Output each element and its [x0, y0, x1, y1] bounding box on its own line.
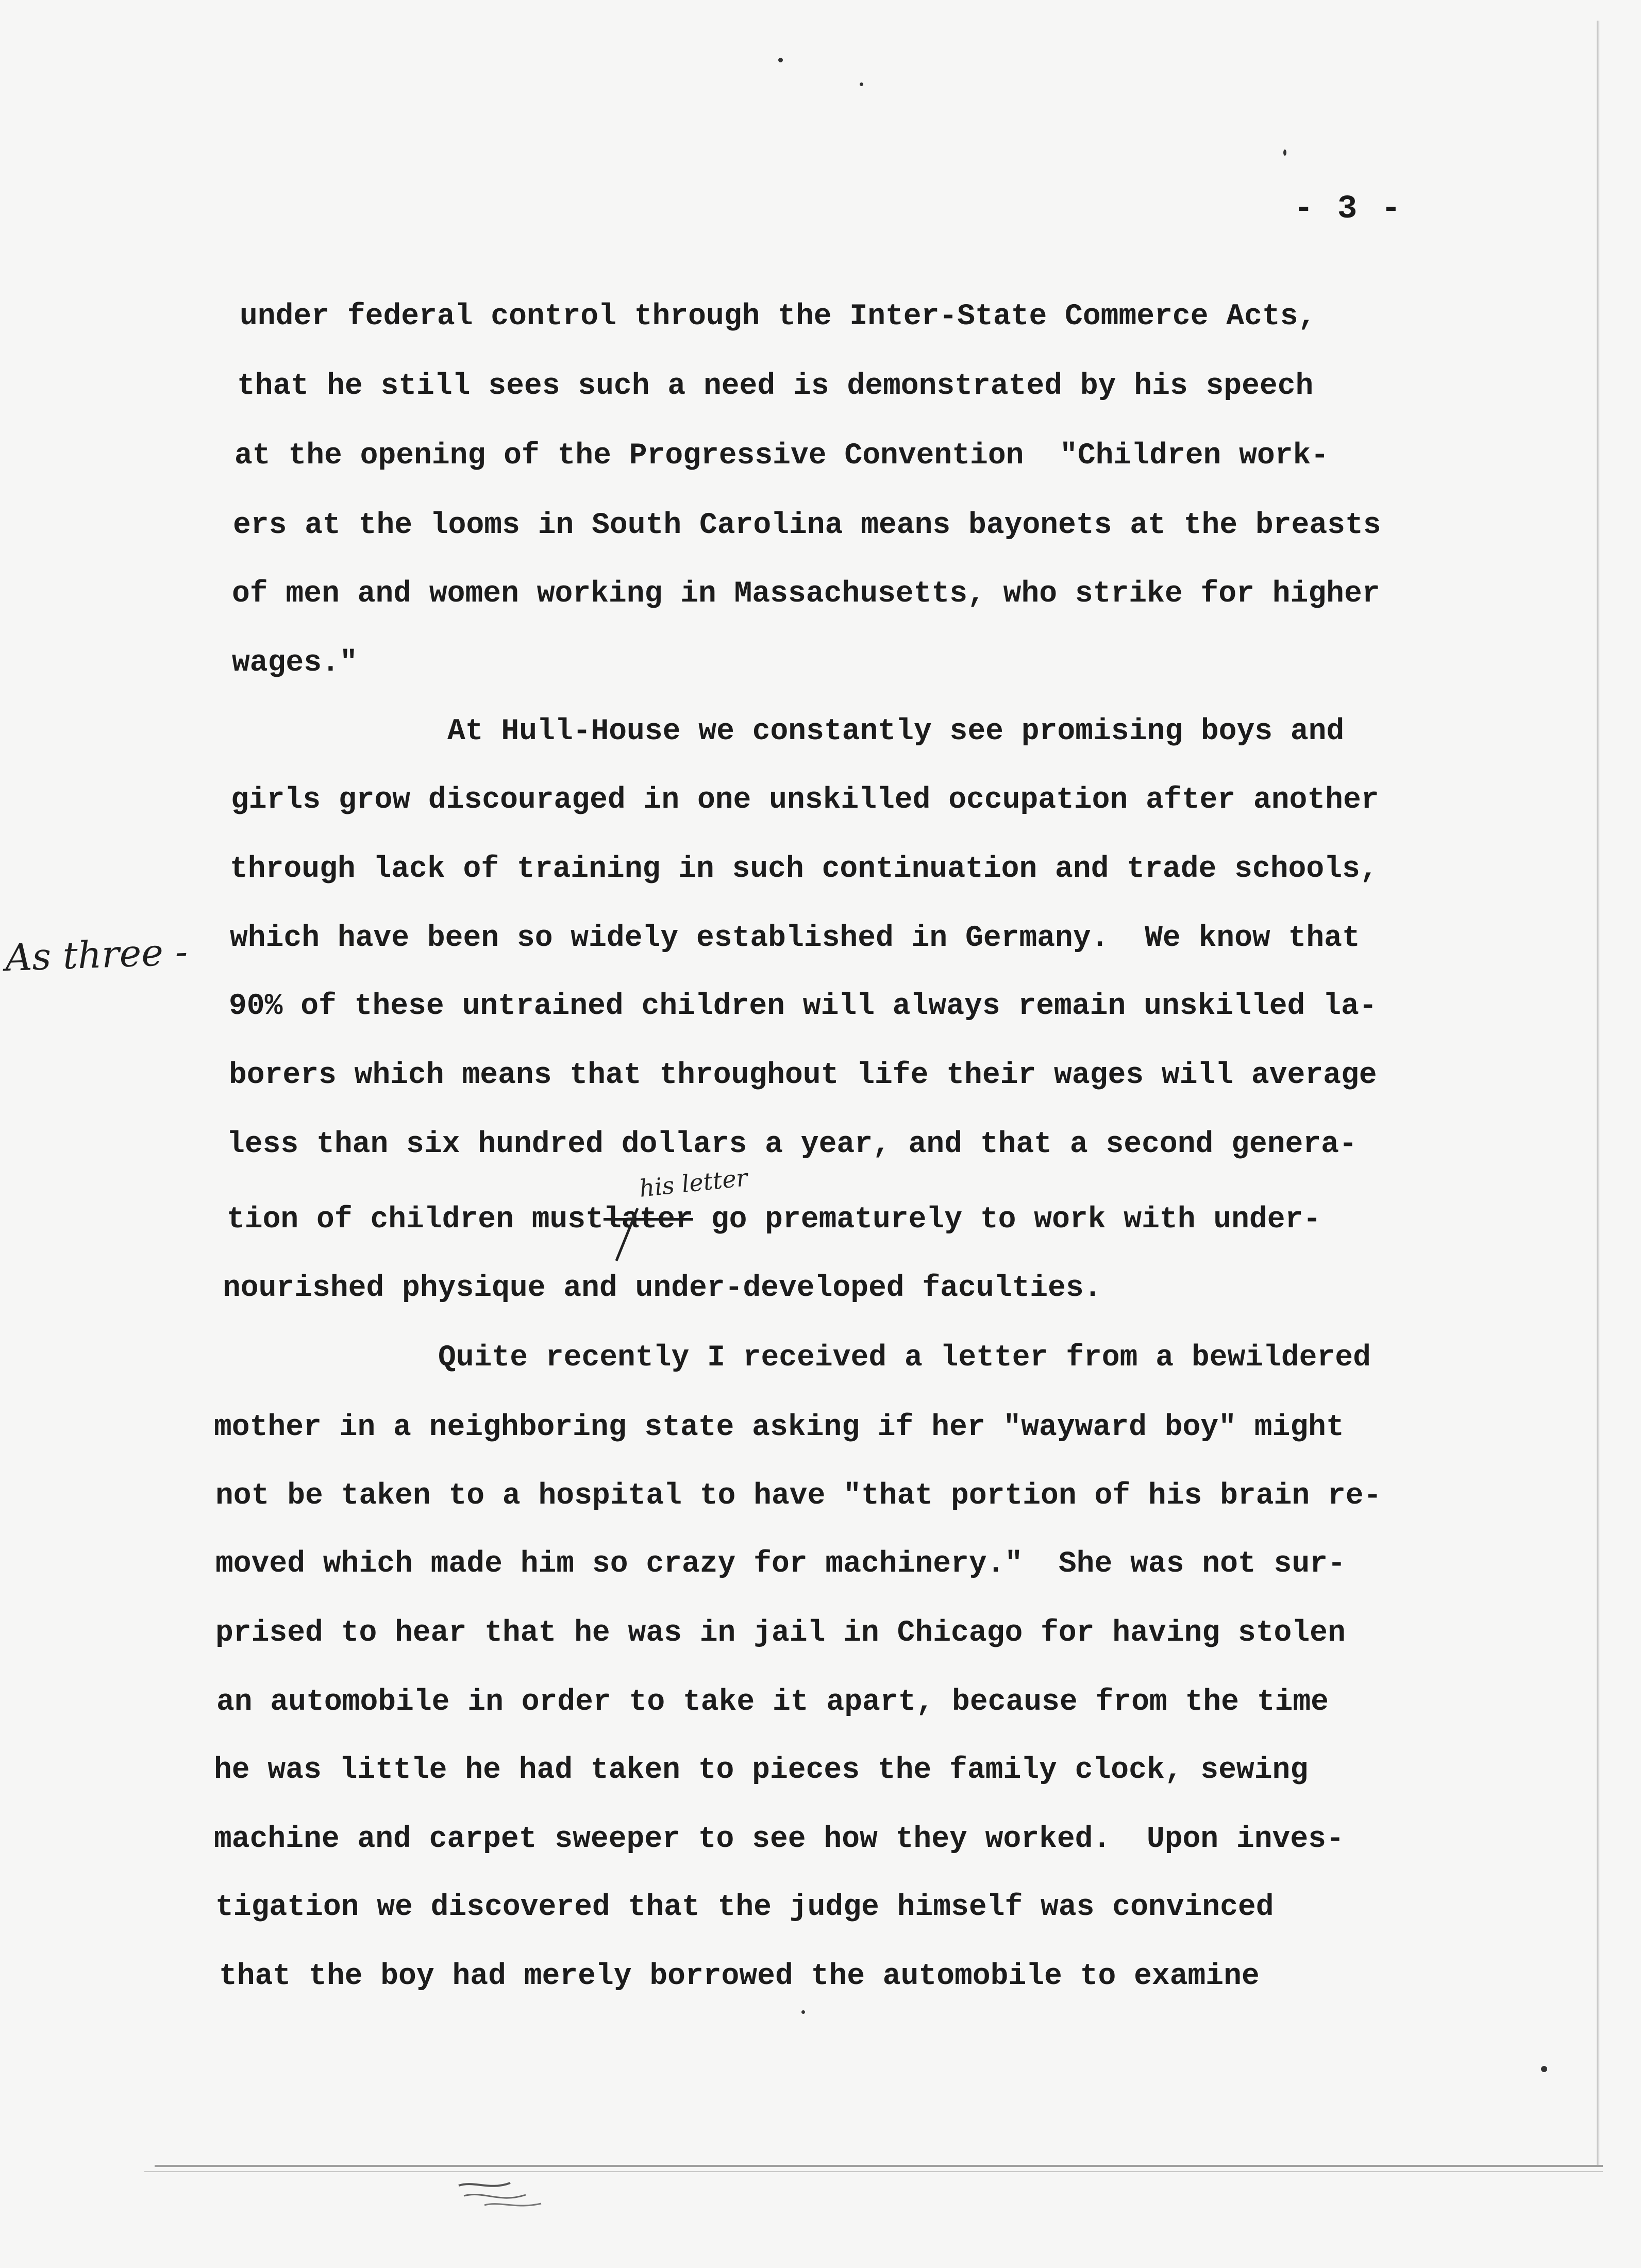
text-line-17: mother in a neighboring state asking if her "wayward boy" might — [214, 1411, 1344, 1444]
text-line-24: tigation we discovered that the judge himself was convinced — [215, 1891, 1274, 1924]
scan-edge-bottom — [155, 2165, 1603, 2167]
scan-speck — [1541, 2066, 1547, 2072]
text-line-10: which have been so widely established in Germany. We know that — [230, 922, 1360, 955]
text-line-20: prised to hear that he was in jail in Chicago for having stolen — [215, 1616, 1346, 1650]
text-line-7: At Hull-House we constantly see promising boys and — [447, 715, 1345, 748]
text-line-19: moved which made him so crazy for machinery." She was not sur- — [215, 1547, 1346, 1581]
text-line-21: an automobile in order to take it apart, because from the time — [216, 1686, 1329, 1719]
text-line-9: through lack of training in such continuation and trade schools, — [230, 853, 1378, 886]
struck-word: later — [603, 1203, 693, 1237]
text-line-25: that the boy had merely borrowed the automobile to examine — [219, 1960, 1260, 1993]
text-line-14 — [227, 1202, 1321, 1238]
text-line-18: not be taken to a hospital to have "that portion of his brain re- — [215, 1479, 1382, 1513]
text-line-5: of men and women working in Massachusetts, who strike for higher — [232, 577, 1380, 611]
text-line-22: he was little he had taken to pieces the family clock, sewing — [214, 1754, 1309, 1787]
handwritten-insertion: his letter — [638, 1163, 749, 1203]
text-line-1: under federal control through the Inter-State Commerce Acts, — [240, 300, 1316, 333]
text-line-8: girls grow discouraged in one unskilled occupation after another — [231, 783, 1379, 817]
scan-speck — [801, 2010, 805, 2014]
text-line-2: that he still sees such a need is demonstrated by his speech — [237, 370, 1314, 403]
scan-artifact — [454, 2175, 546, 2211]
text-line-12: borers which means that throughout life their wages will average — [229, 1059, 1377, 1092]
text-line-23: machine and carpet sweeper to see how they worked. Upon inves- — [214, 1823, 1344, 1856]
text-line-15: nourished physique and under-developed faculties. — [223, 1272, 1102, 1305]
text-line-6: wages." — [232, 646, 358, 680]
text-line-14-rest: go prematurely to work with under- — [711, 1203, 1321, 1237]
text-line-3: at the opening of the Progressive Convention "Children work- — [235, 439, 1329, 473]
scan-edge-bottom-shadow — [144, 2171, 1603, 2172]
text-line-13: less than six hundred dollars a year, and that a second genera- — [227, 1128, 1357, 1161]
text-line-14-prefix: tion of children must — [227, 1203, 604, 1237]
text-line-16: Quite recently I received a letter from a bewildered — [438, 1341, 1371, 1375]
text-line-11: 90% of these untrained children will always remain unskilled la- — [229, 990, 1377, 1023]
page-number: - 3 - — [1294, 191, 1403, 228]
scan-speck — [860, 82, 863, 86]
scan-speck — [778, 58, 783, 62]
scan-speck — [1283, 149, 1286, 156]
scan-edge-right — [1597, 21, 1600, 2165]
text-line-4: ers at the looms in South Carolina means bayonets at the breasts — [233, 509, 1381, 542]
handwritten-margin-note: As three - — [4, 929, 189, 980]
